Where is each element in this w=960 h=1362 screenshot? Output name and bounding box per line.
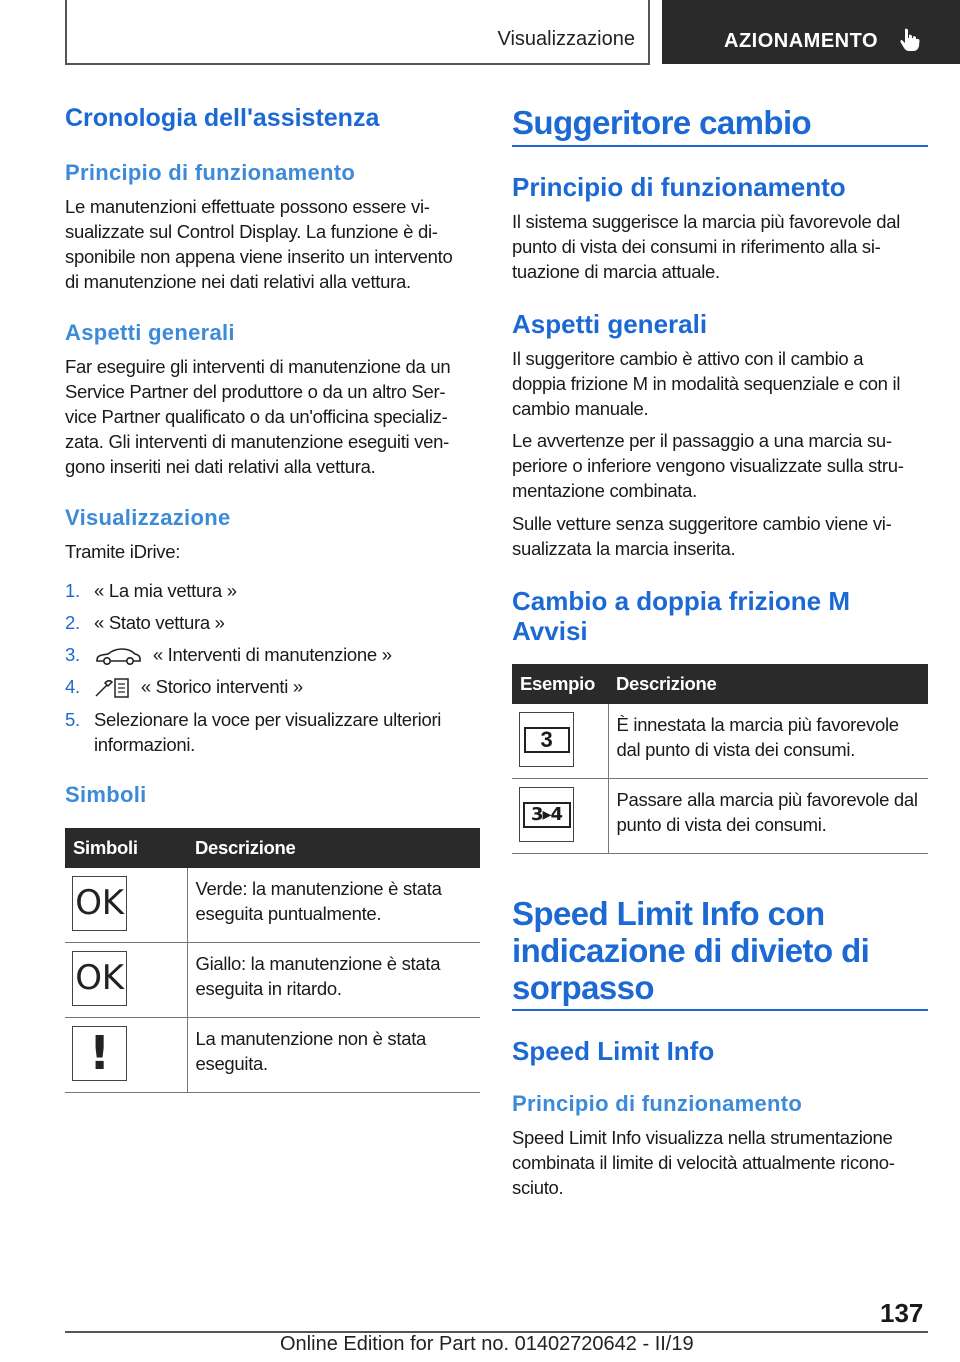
hand-pointer-icon <box>898 27 922 53</box>
title-rule <box>512 145 928 147</box>
list-item: 4. « Storico interventi » <box>65 674 480 700</box>
heading-symbols: Simboli <box>65 782 147 807</box>
paragraph-speed-limit-principle: Speed Limit Info visualizza nella strumentazione combinata il limite di velocità attualmente ricono‐ sciuto. <box>512 1127 895 1198</box>
table-row: ! La manutenzione non è stata eseguita. <box>65 1018 480 1093</box>
heading-dct-warnings: Cambio a doppia frizione M Avvisi <box>512 586 851 646</box>
list-item: 2. « Stato vettura » <box>65 612 225 633</box>
table-row: OK Verde: la manutenzione è stata eseguita puntualmente. <box>65 868 480 943</box>
page-number: 137 <box>880 1298 924 1328</box>
paragraph-shift-principle: Il sistema suggerisce la marcia più favorevole dal punto di vista dei consumi in riferimento alla si‐ tuazione di marcia attuale. <box>512 211 901 282</box>
table-row: 3▸4 Passare alla marcia più favorevole dal punto di vista dei consumi. <box>512 779 928 854</box>
paragraph-general-aspects: Far eseguire gli interventi di manutenzione da un Service Partner del produttore o da un altro Ser‐ vice Partner qualificato o da un'officina specializ‐ zata. Gli interventi di manutenzione eseguiti ven‐ gono inseriti nei dati relativi alla vettura. <box>65 356 451 477</box>
display-intro: Tramite iDrive: <box>65 541 181 562</box>
heading-functional-principle-speed: Principio di funzionamento <box>512 1091 803 1116</box>
list-item: 5. Selezionare la voce per visualizzare ulteriori informazioni. <box>65 709 442 756</box>
footer-edition: Online Edition for Part no. 01402720642 - II/19 <box>280 1333 694 1355</box>
exclamation-icon: ! <box>72 1026 127 1081</box>
header-section-title: Visualizzazione <box>497 28 635 50</box>
list-item: 1. « La mia vettura » <box>65 580 237 601</box>
list-item: 3. « Interventi di manutenzione » <box>65 644 392 665</box>
header-separator <box>648 0 650 64</box>
table-header-example: Esempio <box>512 664 608 704</box>
heading-functional-principle: Principio di funzionamento <box>65 160 356 185</box>
section-title-shift-indicator: Suggeritore cambio <box>512 104 812 141</box>
idrive-steps <box>65 578 480 757</box>
paragraph-shift-general-1: Il suggeritore cambio è attivo con il cambio a doppia frizione M in modalità sequenziale e con il cambio manuale. <box>512 348 901 419</box>
header-left-border <box>65 0 67 64</box>
header-chapter-tab[interactable] <box>662 0 960 64</box>
header-chapter-label: AZIONAMENTO <box>724 30 879 52</box>
heading-functional-principle-right: Principio di funzionamento <box>512 172 846 202</box>
heading-display: Visualizzazione <box>65 505 231 530</box>
table-row: OK Giallo: la manutenzione è stata eseguita in ritardo. <box>65 943 480 1018</box>
paragraph-functional-principle: Le manutenzioni effettuate possono essere vi‐ sualizzate sul Control Display. La funzione è di‐ sponibile non appena viene inserito un intervento di manutenzione nei dati relativi alla vettura. <box>65 196 453 292</box>
title-rule <box>512 1009 928 1011</box>
ok-green-icon: OK <box>72 876 127 931</box>
paragraph-shift-general-2: Le avvertenze per il passaggio a una marcia su‐ periore o inferiore vengono visualizzate sulla stru‐ mentazione combinata. <box>512 430 904 501</box>
paragraph-shift-general-3: Sulle vetture senza suggeritore cambio viene vi‐ sualizzata la marcia inserita. <box>512 513 892 559</box>
heading-general-aspects: Aspetti generali <box>65 320 235 345</box>
table-row: 3 È innestata la marcia più favorevole dal punto di vista dei consumi. <box>512 704 928 779</box>
section-title-speed-limit-info: Speed Limit Info con indicazione di divieto di sorpasso <box>512 895 870 1006</box>
table-header-symbols: Simboli <box>65 828 187 868</box>
heading-speed-limit-info: Speed Limit Info <box>512 1036 715 1066</box>
symbols-table <box>65 828 480 1093</box>
ok-yellow-icon: OK <box>72 951 127 1006</box>
page-title-service-history: Cronologia dell'assistenza <box>65 104 380 132</box>
gear-3-icon: 3 <box>519 712 574 767</box>
heading-general-aspects-right: Aspetti generali <box>512 309 708 339</box>
header-underline <box>65 63 650 65</box>
table-header-description: Descrizione <box>608 664 928 704</box>
table-header-description: Descrizione <box>187 828 480 868</box>
gear-shift-3-to-4-icon: 3▸4 <box>519 787 574 842</box>
car-icon <box>94 646 142 666</box>
service-history-icon <box>94 676 130 700</box>
gear-examples-table <box>512 664 928 854</box>
